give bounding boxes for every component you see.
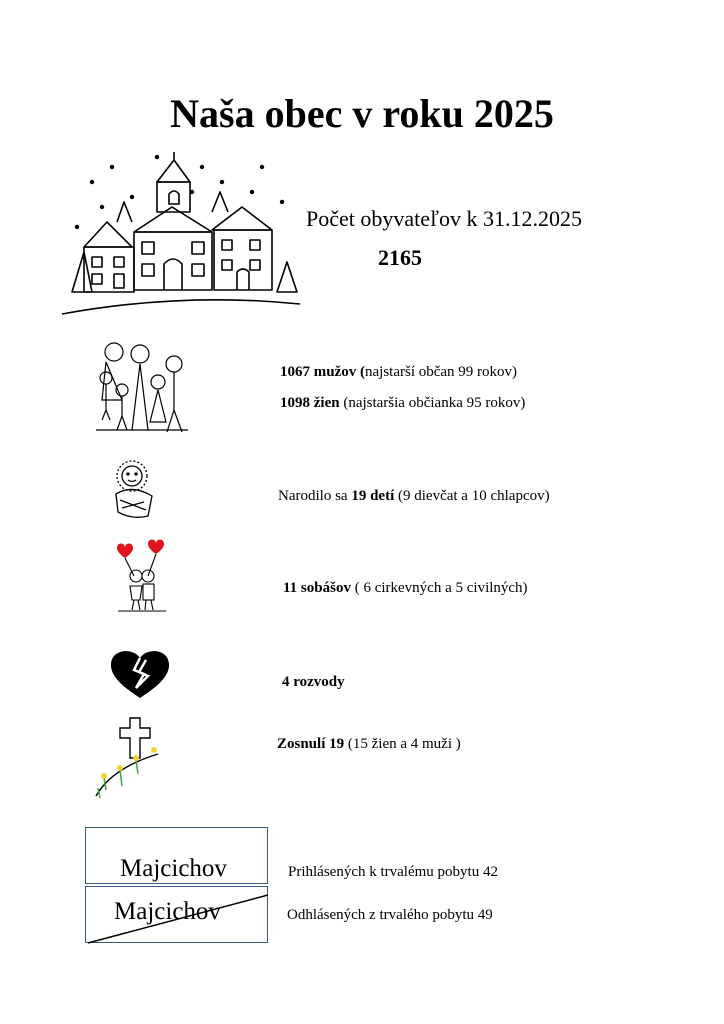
- winter-village-illustration: [62, 152, 302, 317]
- registered-sign-text: Majcichov: [120, 855, 227, 882]
- divorces-stat: [282, 672, 345, 692]
- births-stat: [278, 486, 550, 506]
- deregistered-sign: [85, 886, 268, 943]
- women-count: 1098 žien: [280, 395, 340, 411]
- marriages-count: 11 sobášov: [283, 580, 351, 596]
- strike-line: [86, 887, 269, 944]
- broken-heart-icon: [108, 648, 172, 698]
- men-detail: najstarší občan 99 rokov): [365, 364, 518, 380]
- deaths-stat: [277, 734, 461, 754]
- deaths-detail: (15 žien a 4 muži ): [344, 736, 461, 752]
- population-label: Počet obyvateľov k 31.12.2025: [306, 206, 582, 231]
- births-detail: (9 dievčat a 10 chlapcov): [394, 488, 550, 504]
- couple-hearts-illustration: [112, 538, 172, 613]
- deregistered-stat: Odhlásených z trvalého pobytu 49: [287, 907, 493, 923]
- deregistered-sign-text: Majcichov: [114, 898, 221, 925]
- women-stat: [280, 393, 525, 413]
- page-title: Naša obec v roku 2025: [170, 91, 554, 136]
- marriages-stat: [283, 578, 528, 598]
- men-stat: [280, 362, 517, 382]
- registered-stat: Prihlásených k trvalému pobytu 42: [288, 864, 498, 880]
- baby-illustration: [108, 458, 163, 520]
- marriages-detail: ( 6 cirkevných a 5 civilných): [350, 580, 528, 596]
- divorces-count: 4 rozvody: [282, 674, 345, 690]
- births-prefix: Narodilo sa: [278, 488, 352, 504]
- family-illustration: [92, 340, 192, 435]
- registered-sign: [85, 827, 268, 884]
- women-detail: (najstaršia občianka 95 rokov): [339, 395, 526, 411]
- deaths-count: Zosnulí 19: [277, 736, 345, 752]
- grave-cross-illustration: [92, 716, 164, 800]
- population-value: 2165: [378, 245, 422, 270]
- men-count: 1067 mužov (: [280, 364, 365, 380]
- births-count: 19 detí: [351, 488, 395, 504]
